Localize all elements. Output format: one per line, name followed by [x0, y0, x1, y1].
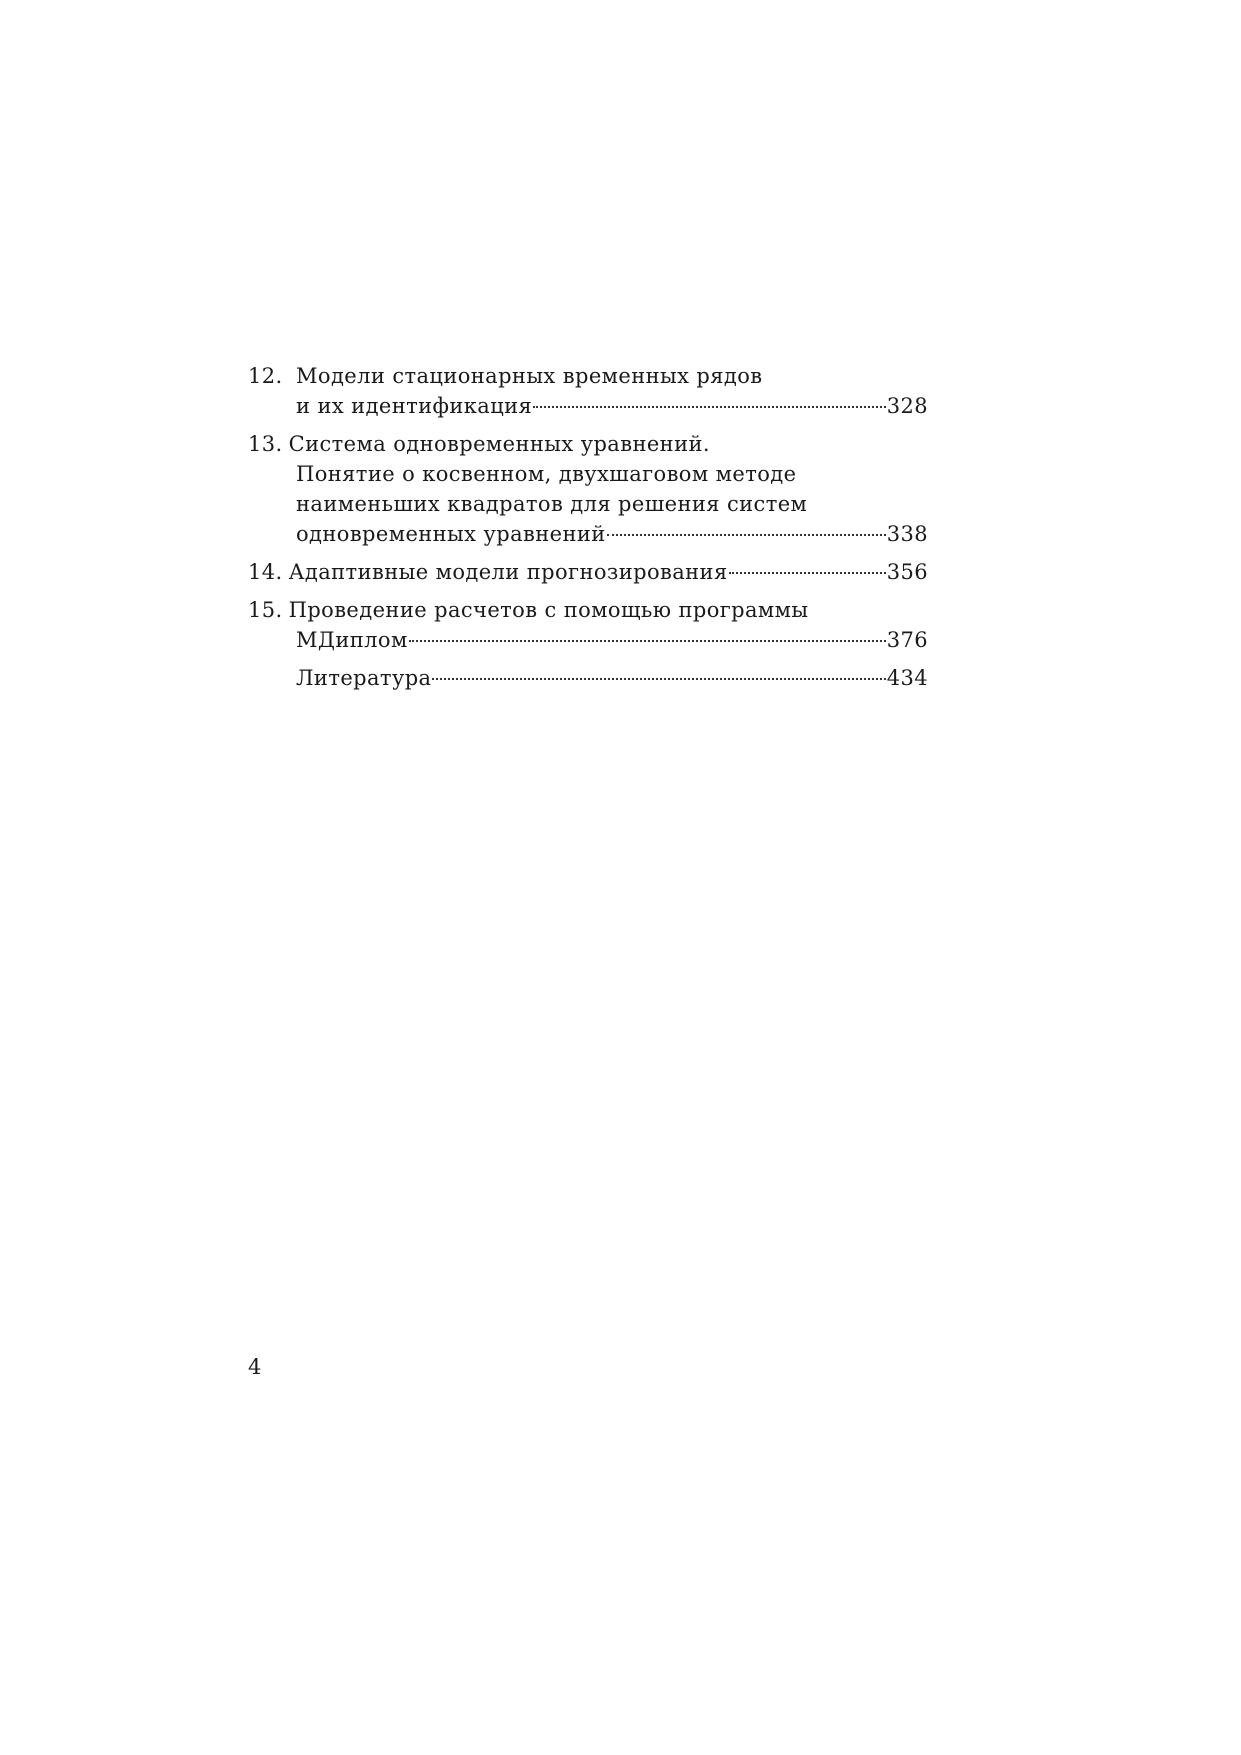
toc-entry-title-end: МДиплом: [296, 628, 408, 652]
toc-entry-leader-line: [248, 557, 928, 587]
dot-leader: [729, 572, 886, 574]
toc-entry-title-line: [248, 361, 928, 391]
toc-page-number: 376: [886, 628, 928, 652]
toc-entry-leader-line: [248, 391, 928, 421]
toc-entry-title-line: [248, 429, 928, 459]
toc-entry-title: Система одновременных уравнений.: [288, 432, 710, 456]
toc-entry-title: Литература: [296, 666, 432, 690]
dot-leader: [607, 534, 886, 536]
dot-leader: [432, 678, 885, 680]
toc-entry-number: 12.: [248, 364, 283, 388]
table-of-contents: [248, 361, 928, 701]
toc-entry-title: Проведение расчетов с помощью программы: [288, 598, 809, 622]
toc-entry-title: Модели стационарных временных рядов: [296, 364, 763, 388]
toc-entry-12: [248, 361, 928, 421]
toc-page-number: 434: [886, 666, 928, 690]
toc-entry-leader-line: [248, 519, 928, 549]
toc-entry-number: 13.: [248, 432, 283, 456]
toc-entry-leader-line: [248, 663, 928, 693]
toc-page-number: 328: [886, 394, 928, 418]
toc-entry-14: [248, 557, 928, 587]
dot-leader: [533, 406, 886, 408]
toc-entry-title-end: одновременных уравнений: [296, 522, 606, 546]
toc-entry-title-line: [248, 595, 928, 625]
toc-entry-title-line: наименьших квадратов для решения систем: [296, 492, 808, 516]
toc-entry-number: 14.: [248, 560, 283, 584]
toc-entry-literature: [248, 663, 928, 693]
toc-entry-15: [248, 595, 928, 655]
toc-entry-title-line: Понятие о косвенном, двухшаговом методе: [296, 462, 797, 486]
toc-page-number: 356: [886, 560, 928, 584]
toc-entry-number: 15.: [248, 598, 283, 622]
dot-leader: [409, 640, 886, 642]
toc-entry-13: [248, 429, 928, 549]
page-number: 4: [248, 1355, 262, 1379]
toc-entry-title: Адаптивные модели прогнозирования: [288, 560, 728, 584]
toc-page-number: 338: [886, 522, 928, 546]
toc-entry-title-end: и их идентификация: [296, 394, 533, 418]
toc-entry-leader-line: [248, 625, 928, 655]
